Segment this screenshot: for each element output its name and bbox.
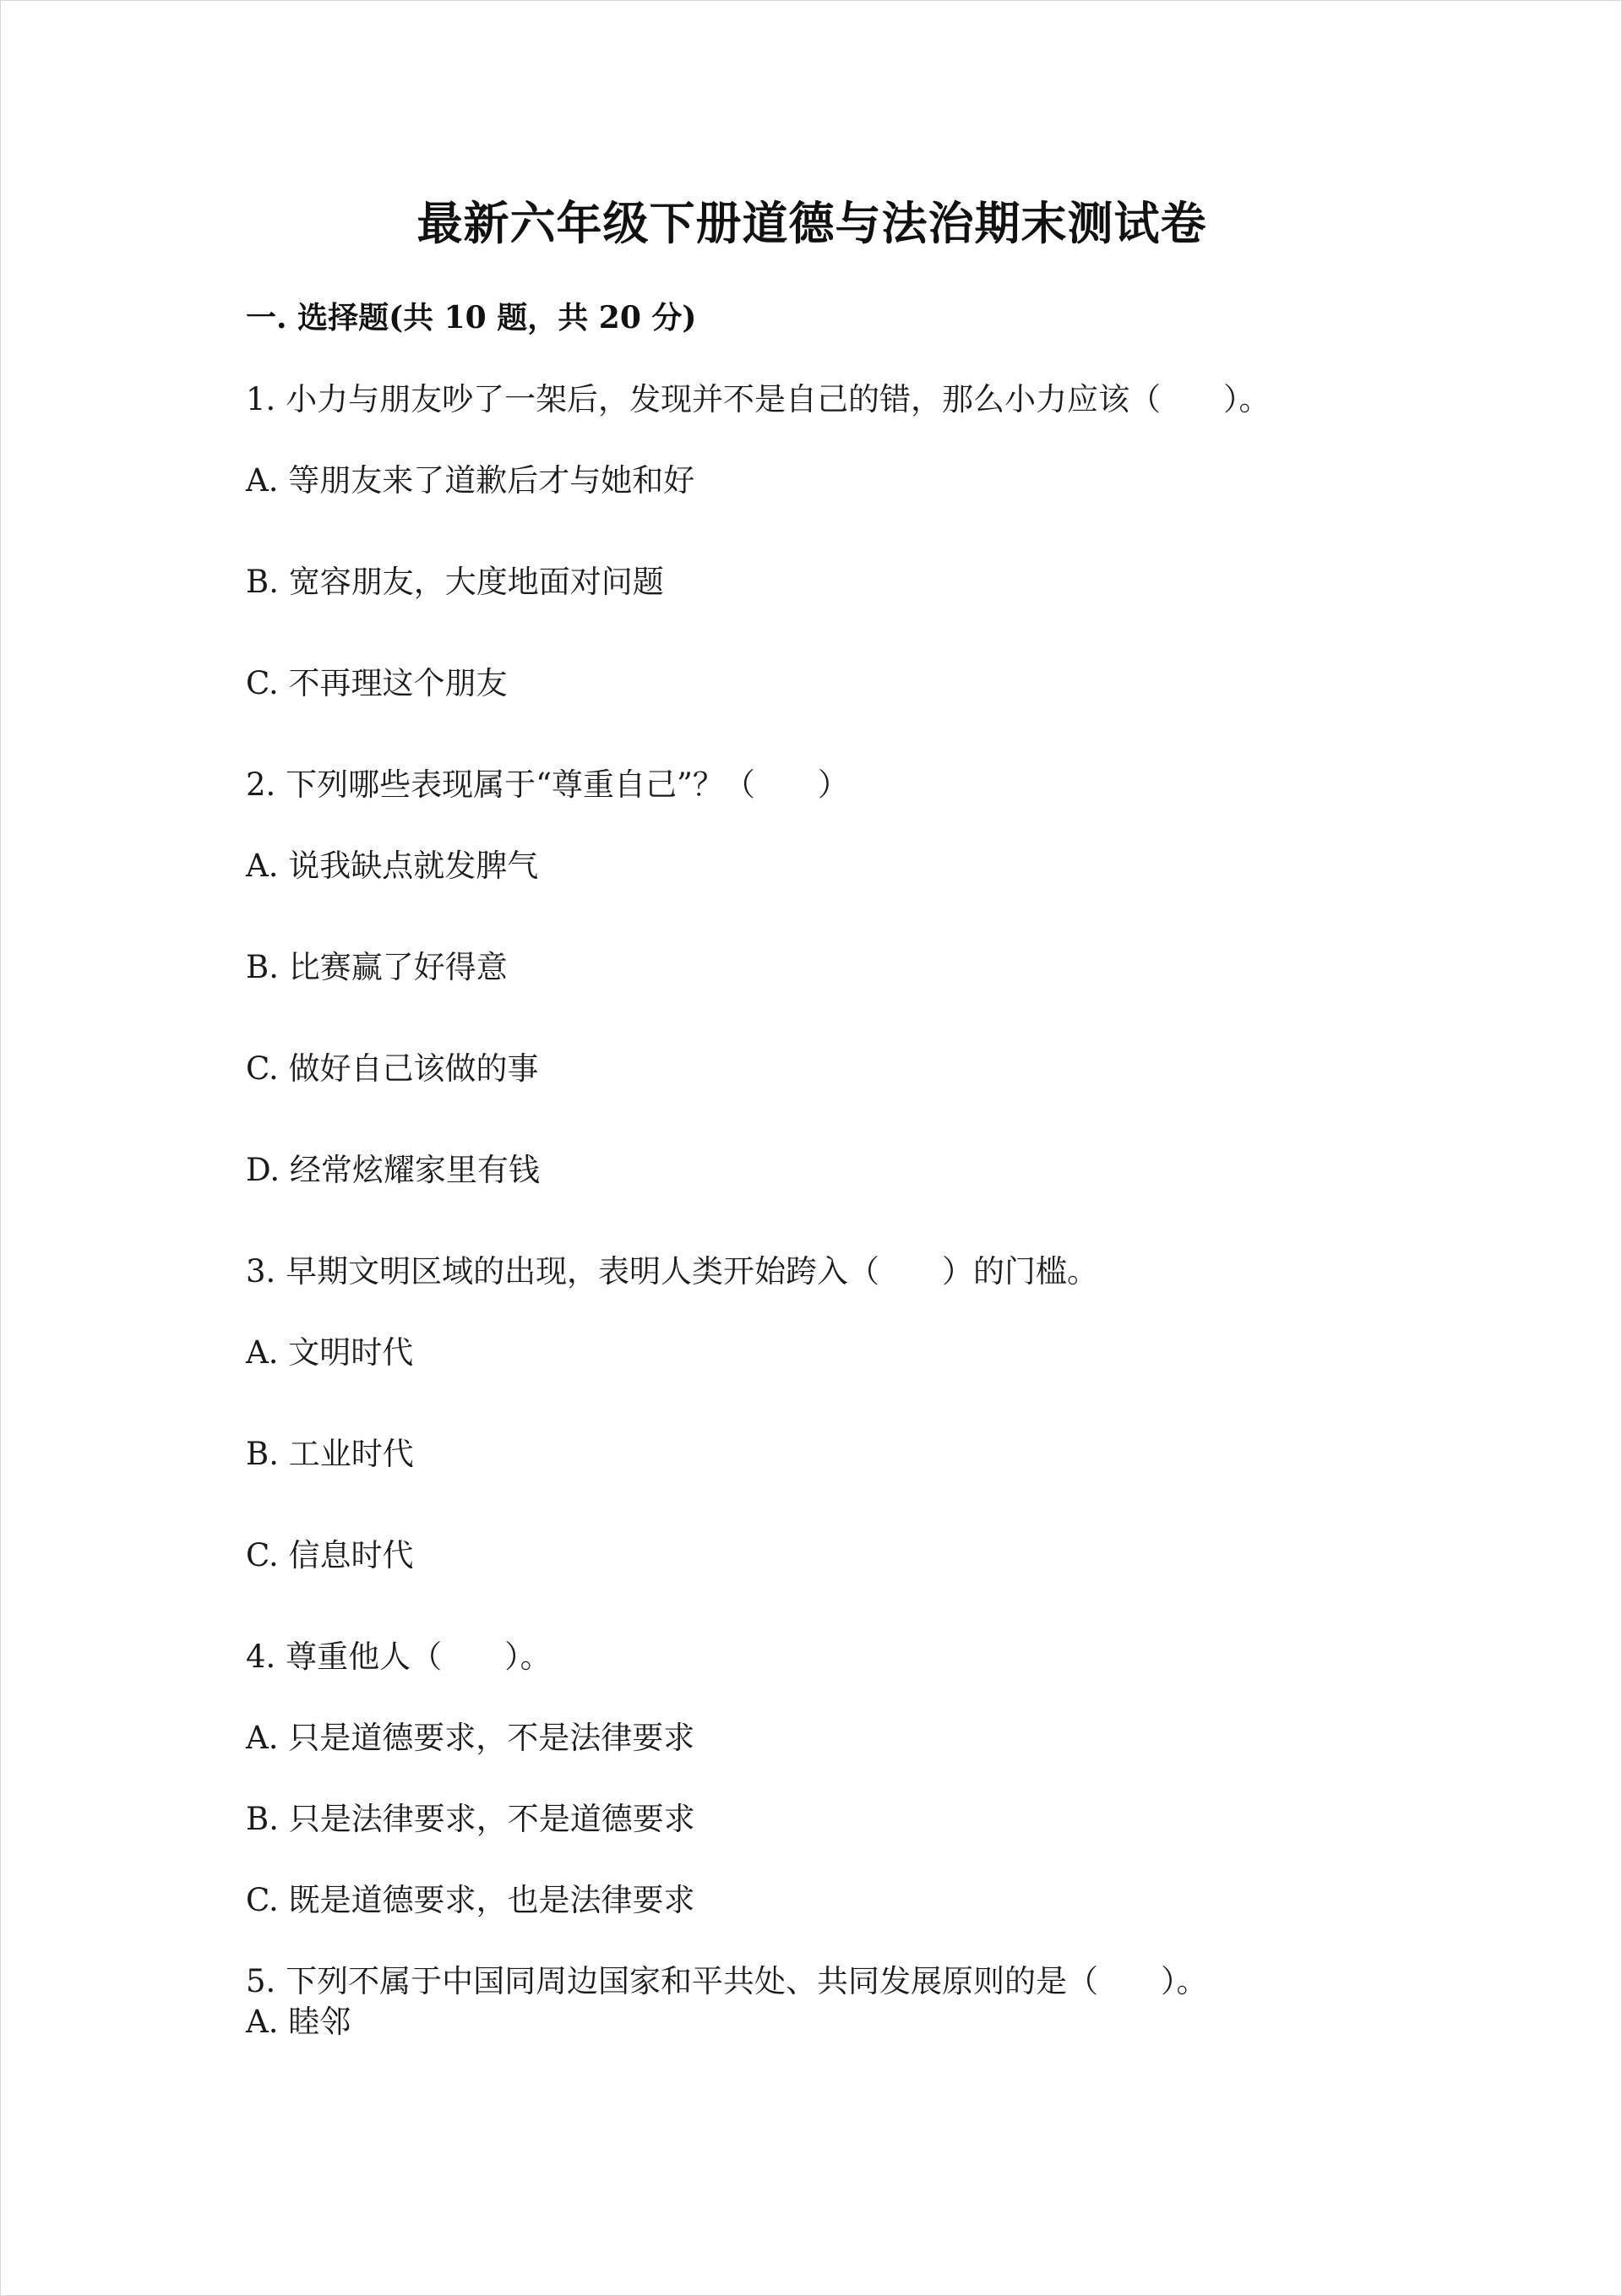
- section-heading: 一. 选择题(共 10 题，共 20 分): [246, 300, 697, 335]
- question-2-option-c: C. 做好自己该做的事: [246, 1050, 539, 1087]
- question-3-option-b: B. 工业时代: [246, 1436, 414, 1472]
- question-4-stem: 4. 尊重他人（ ）。: [246, 1639, 552, 1675]
- question-4-option-a: A. 只是道德要求，不是法律要求: [246, 1720, 695, 1756]
- question-5-stem: 5. 下列不属于中国同周边国家和平共处、共同发展原则的是（ ）。: [246, 1963, 1208, 1999]
- question-2-stem: 2. 下列哪些表现属于“尊重自己”？（ ）: [246, 766, 849, 803]
- question-1-option-b: B. 宽容朋友，大度地面对问题: [246, 564, 664, 600]
- question-2-option-b: B. 比赛赢了好得意: [246, 949, 508, 985]
- question-3-option-a: A. 文明时代: [246, 1334, 414, 1371]
- page-title: 最新六年级下册道德与法治期末测试卷: [416, 196, 1207, 250]
- question-2-option-d: D. 经常炫耀家里有钱: [246, 1152, 540, 1188]
- question-5-option-a: A. 睦邻: [246, 2004, 351, 2040]
- question-4-option-b: B. 只是法律要求，不是道德要求: [246, 1801, 695, 1837]
- question-1-option-c: C. 不再理这个朋友: [246, 665, 508, 701]
- question-1-stem: 1. 小力与朋友吵了一架后，发现并不是自己的错，那么小力应该（ ）。: [246, 381, 1271, 417]
- question-3-option-c: C. 信息时代: [246, 1537, 414, 1573]
- question-2-option-a: A. 说我缺点就发脾气: [246, 848, 539, 884]
- question-4-option-c: C. 既是道德要求，也是法律要求: [246, 1882, 695, 1918]
- question-3-stem: 3. 早期文明区域的出现，表明人类开始跨入（ ）的门槛。: [246, 1253, 1099, 1290]
- question-1-option-a: A. 等朋友来了道歉后才与她和好: [246, 462, 695, 499]
